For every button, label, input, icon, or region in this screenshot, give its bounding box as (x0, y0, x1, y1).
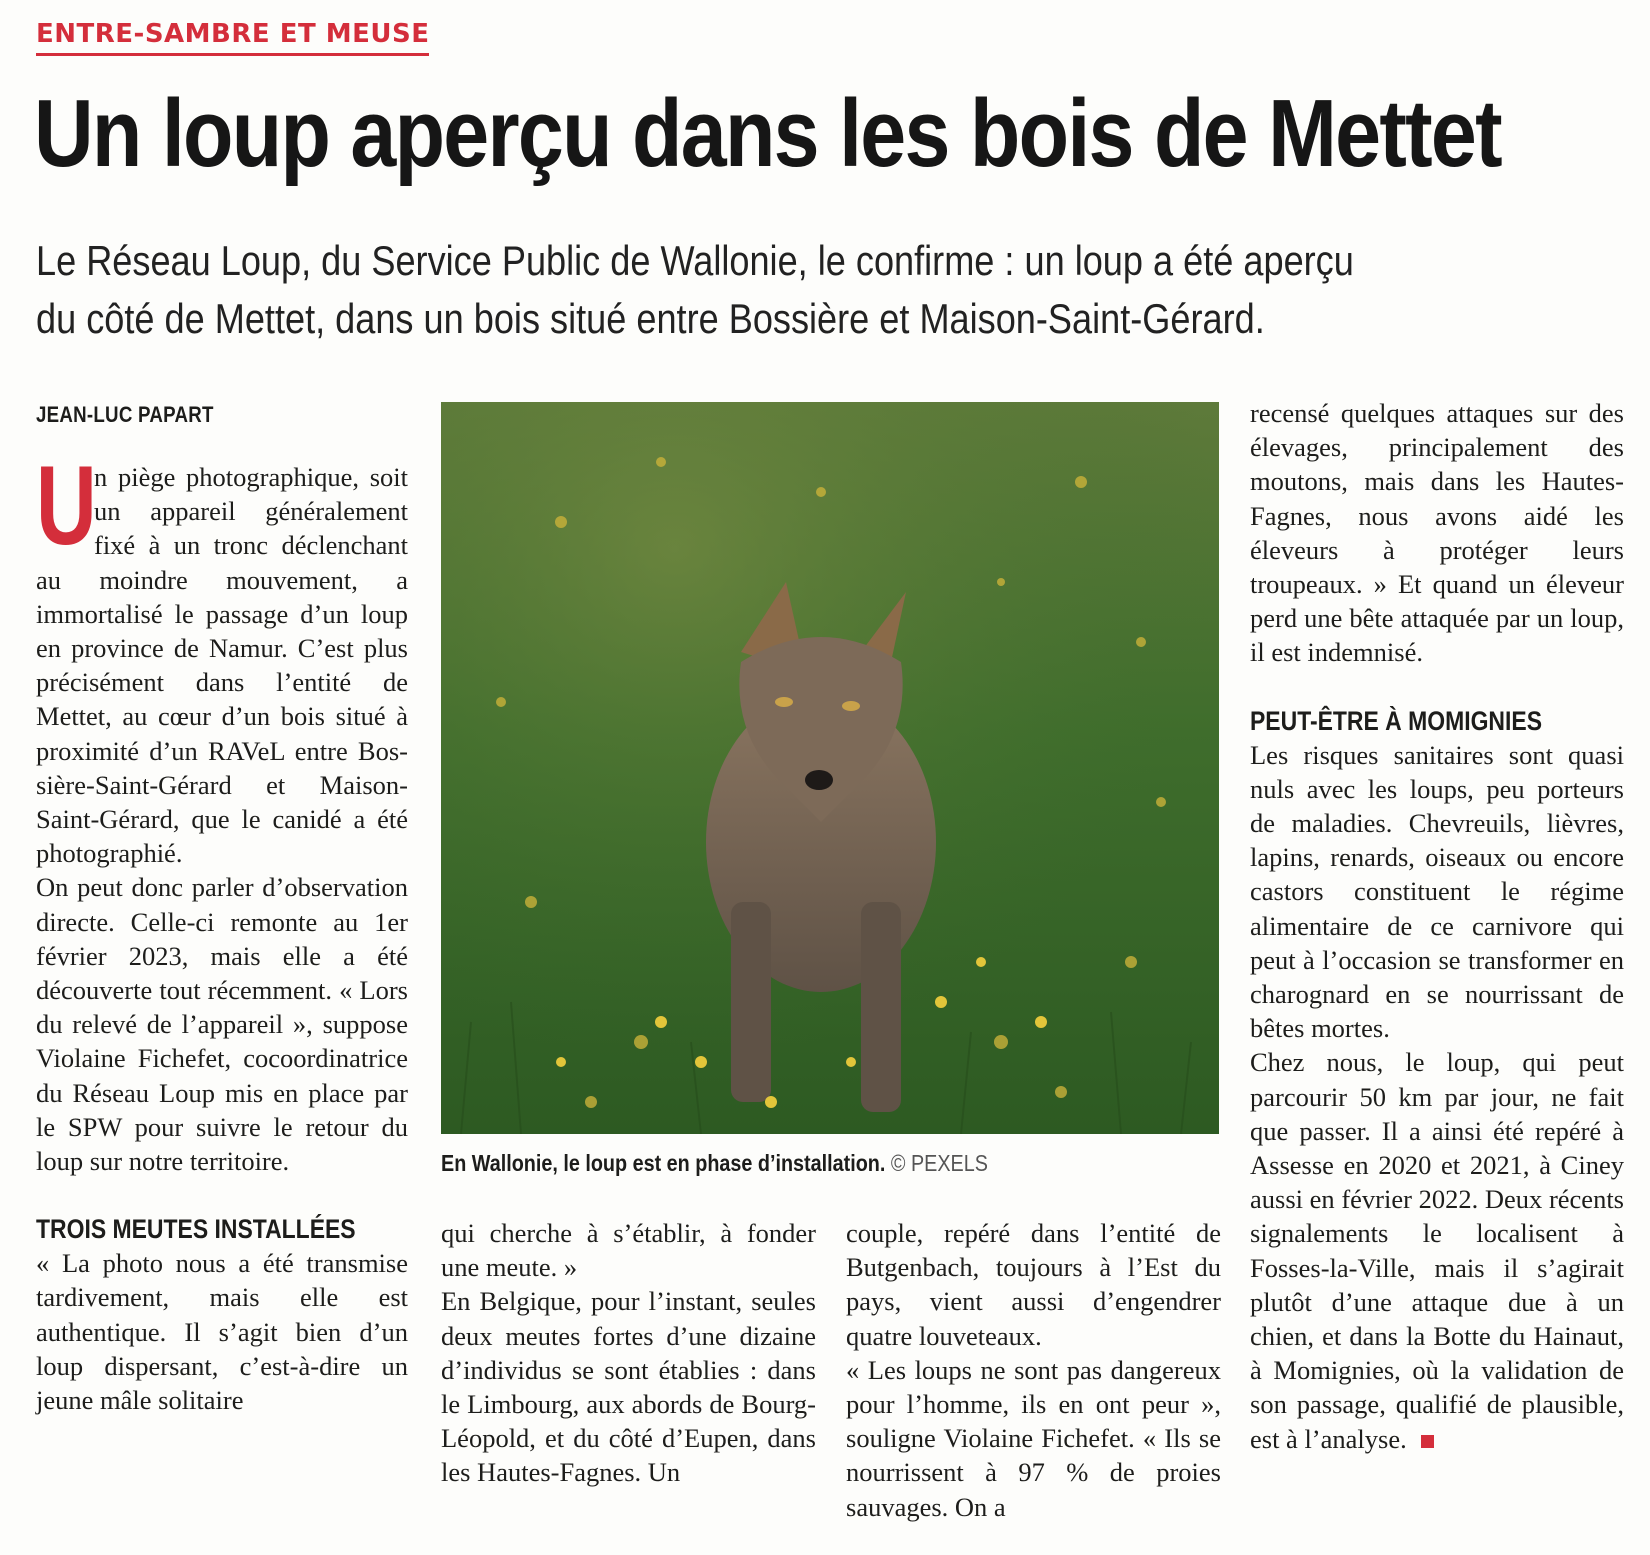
intro-text: n piège photographique, soit un appareil généralement fixé à un tronc déclenchant au moindre mouvement, a immortalisé le passage d’un loup en province de Namur. C’est plus précisément dans l’entité de Mettet, au cœur d’un bois situé à proximité d’un RAVeL entre Bossière-Saint-Gérard et Maison-Saint-Gérard, que le canidé a été photographié. (36, 462, 408, 869)
final-text: Chez nous, le loup, qui peut parcourir 50 km par jour, ne fait que passer. Il a ainsi été repéré à Assesse en 2020 et 2021, à Ciney aussi en février 2022. Deux récents signalements le localisent à Fosses-la-Ville, mais il s’agirait plutôt d’une attaque due à un chien, et dans la Botte du Hainaut, à Momignies, où la validation de son passage, qualifié de plausible, est à l’analyse. (1250, 1047, 1624, 1454)
author-byline: JEAN-LUC PAPART (36, 402, 214, 427)
section-rubric: ENTRE-SAMBRE ET MEUSE (36, 18, 429, 56)
end-mark-icon (1421, 1435, 1434, 1448)
subhead-momignies: PEUT-ÊTRE À MOMIGNIES (1250, 705, 1543, 736)
body-paragraph: En Belgique, pour l’instant, seules deux meutes fortes d’une dizaine d’individus se sont établies : dans le Limbourg, aux abords de Bourg-Léopold, et du côté d’Eupen, dans les Hautes-Fagnes. Un (441, 1286, 816, 1488)
body-paragraph: Les risques sanitaires sont quasi nuls avec les loups, peu porteurs de maladies. Chevreuils, lièvres, lapins, renards, oiseaux ou encore castors constituent le régime alimentaire de ce carnivore qui peut à l’occasion se transformer en charognard en se nourrissant de bêtes mortes. (1250, 739, 1624, 1044)
photo-credit: © PEXELS (890, 1150, 988, 1176)
lead-paragraph: Le Réseau Loup, du Service Public de Wallonie, le confirme : un loup a été aperçu du côté de Mettet, dans un bois situé entre Bossière et Maison-Saint-Gérard. (36, 237, 1354, 342)
body-paragraph: qui cherche à s’établir, à fonder une meute. » (441, 1218, 816, 1283)
subhead-trois-meutes: TROIS MEUTES INSTALLÉES (36, 1214, 356, 1245)
article-column-1 (36, 398, 408, 1417)
headline: Un loup aperçu dans les bois de Mettet (34, 80, 1501, 187)
article-column-3 (846, 1216, 1221, 1524)
wolf-photo (441, 402, 1219, 1134)
caption-text: En Wallonie, le loup est en phase d’installation. (441, 1150, 886, 1176)
intro-paragraph (36, 443, 408, 870)
article-column-2 (441, 1216, 816, 1490)
body-paragraph: « La photo nous a été transmise tardivement, mais elle est authentique. Il s’agit bien d’un loup dispersant, c’est-à-dire un jeune mâle solitaire (36, 1248, 408, 1416)
photo-caption (441, 1148, 1129, 1178)
article-column-4 (1250, 396, 1624, 1456)
drop-cap: U (36, 443, 97, 568)
wolf-photo-image (441, 402, 1219, 1134)
body-paragraph: couple, repéré dans l’entité de Butgenbach, toujours à l’Est du pays, vient aussi d’engendrer quatre louveteaux. (846, 1218, 1221, 1351)
body-paragraph-final (1250, 1045, 1624, 1455)
body-paragraph: On peut donc parler d’observation directe. Celle-ci remonte au 1er février 2023, mais elle a été découverte tout récemment. « Lors du relevé de l’appareil », suppose Violaine Fichefet, cocoordinatrice du Réseau Loup mis en place par le SPW pour suivre le retour du loup sur notre territoire. (36, 872, 408, 1177)
body-paragraph: « Les loups ne sont pas dangereux pour l’homme, ils en ont peur », souligne Violaine Fichefet. « Ils se nourrissent à 97 % de proies sauvages. On a (846, 1354, 1221, 1522)
body-paragraph: recensé quelques attaques sur des élevages, principalement des moutons, mais dans les Hautes-Fagnes, nous avons aidé les éleveurs à protéger leurs troupeaux. » Et quand un éleveur perd une bête attaquée par un loup, il est indemnisé. (1250, 398, 1624, 668)
